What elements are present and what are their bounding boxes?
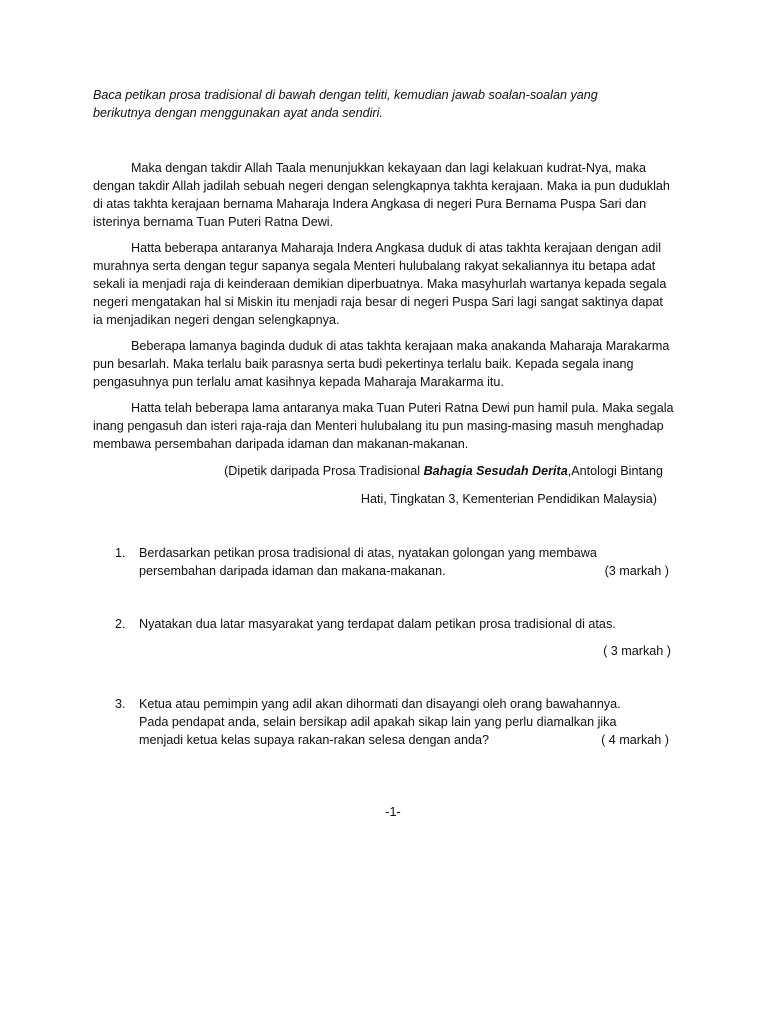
marks-label: ( 4 markah ) <box>601 733 669 747</box>
prose-paragraph-2: Hatta beberapa antaranya Maharaja Indera Angkasa duduk di atas takhta kerajaan dengan adil murahnya serta dengan tegur sapanya segala Menteri hulubalang rakyat sekaliannya itu betapa adat sekali ia menjadi raja di keinderaan demikian diperbuatnya. Maka masyhurlah wartanya kepada segala negeri mengatakan hal si Miskin itu menjadi raja besar di negeri Puspa Sari lagi sangat saktinya dapat ia menjadikan negeri dengan selengkapnya. <box>93 241 667 327</box>
citation-title: Bahagia Sesudah Derita <box>423 464 568 478</box>
question-number: 3. <box>115 697 126 711</box>
question-number: 1. <box>115 546 126 560</box>
question-2 <box>93 615 675 660</box>
question-line <box>139 731 675 749</box>
citation-prefix: (Dipetik daripada Prosa Tradisional <box>224 464 424 478</box>
question-line <box>139 562 675 580</box>
question-line: Nyatakan dua latar masyarakat yang terdapat dalam petikan prosa tradisional di atas. <box>139 617 616 631</box>
prose-paragraph-4: Hatta telah beberapa lama antaranya maka Tuan Puteri Ratna Dewi pun hamil pula. Maka segala inang pengasuh dan isteri raja-raja dan Menteri hulubalang itu pun masing-masing masuh menghadap membawa persembahan daripada idaman dan makanan-makanan. <box>93 401 674 451</box>
instruction-text: Baca petikan prosa tradisional di bawah dengan teliti, kemudian jawab soalan-soalan yang berikutnya dengan menggunakan ayat anda sendiri. <box>93 88 598 120</box>
question-number: 2. <box>115 617 126 631</box>
question-list <box>93 544 675 749</box>
prose-excerpt <box>93 159 675 461</box>
marks-label: (3 markah ) <box>604 564 669 578</box>
citation-suffix: ,Antologi Bintang <box>567 464 663 478</box>
question-line-text: menjadi ketua kelas supaya rakan-rakan selesa dengan anda? <box>139 733 490 747</box>
citation-line-2: Hati, Tingkatan 3, Kementerian Pendidikan Malaysia) <box>360 492 657 506</box>
source-citation <box>93 462 663 508</box>
page-number: -1- <box>385 805 401 819</box>
question-line: Ketua atau pemimpin yang adil akan dihormati dan disayangi oleh orang bawahannya. <box>139 697 621 711</box>
citation-line-1 <box>93 462 663 480</box>
question-1 <box>93 544 675 580</box>
question-3 <box>93 695 675 749</box>
question-line: Berdasarkan petikan prosa tradisional di atas, nyatakan golongan yang membawa <box>139 546 597 560</box>
question-line-text: persembahan daripada idaman dan makana-makanan. <box>139 564 446 578</box>
prose-paragraph-3: Beberapa lamanya baginda duduk di atas takhta kerajaan maka anakanda Maharaja Marakarma pun besarlah. Maka terlalu baik parasnya serta budi pekertinya terlalu baik. Kepada segala inang pengasuhnya pun terlalu amat kasihnya kepada Maharaja Marakarma itu. <box>93 339 670 389</box>
marks-label: ( 3 markah ) <box>603 644 671 658</box>
question-line: Pada pendapat anda, selain bersikap adil apakah sikap lain yang perlu diamalkan jika <box>139 715 617 729</box>
prose-paragraph-1: Maka dengan takdir Allah Taala menunjukkan kekayaan dan lagi kelakuan kudrat-Nya, maka dengan takdir Allah jadilah sebuah negeri dengan selengkapnya takhta kerajaan. Maka ia pun duduklah di atas takhta kerajaan bernama Maharaja Indera Angkasa di negeri Pura Bernama Puspa Sari dan isterinya bernama Tuan Puteri Ratna Dewi. <box>93 161 670 229</box>
